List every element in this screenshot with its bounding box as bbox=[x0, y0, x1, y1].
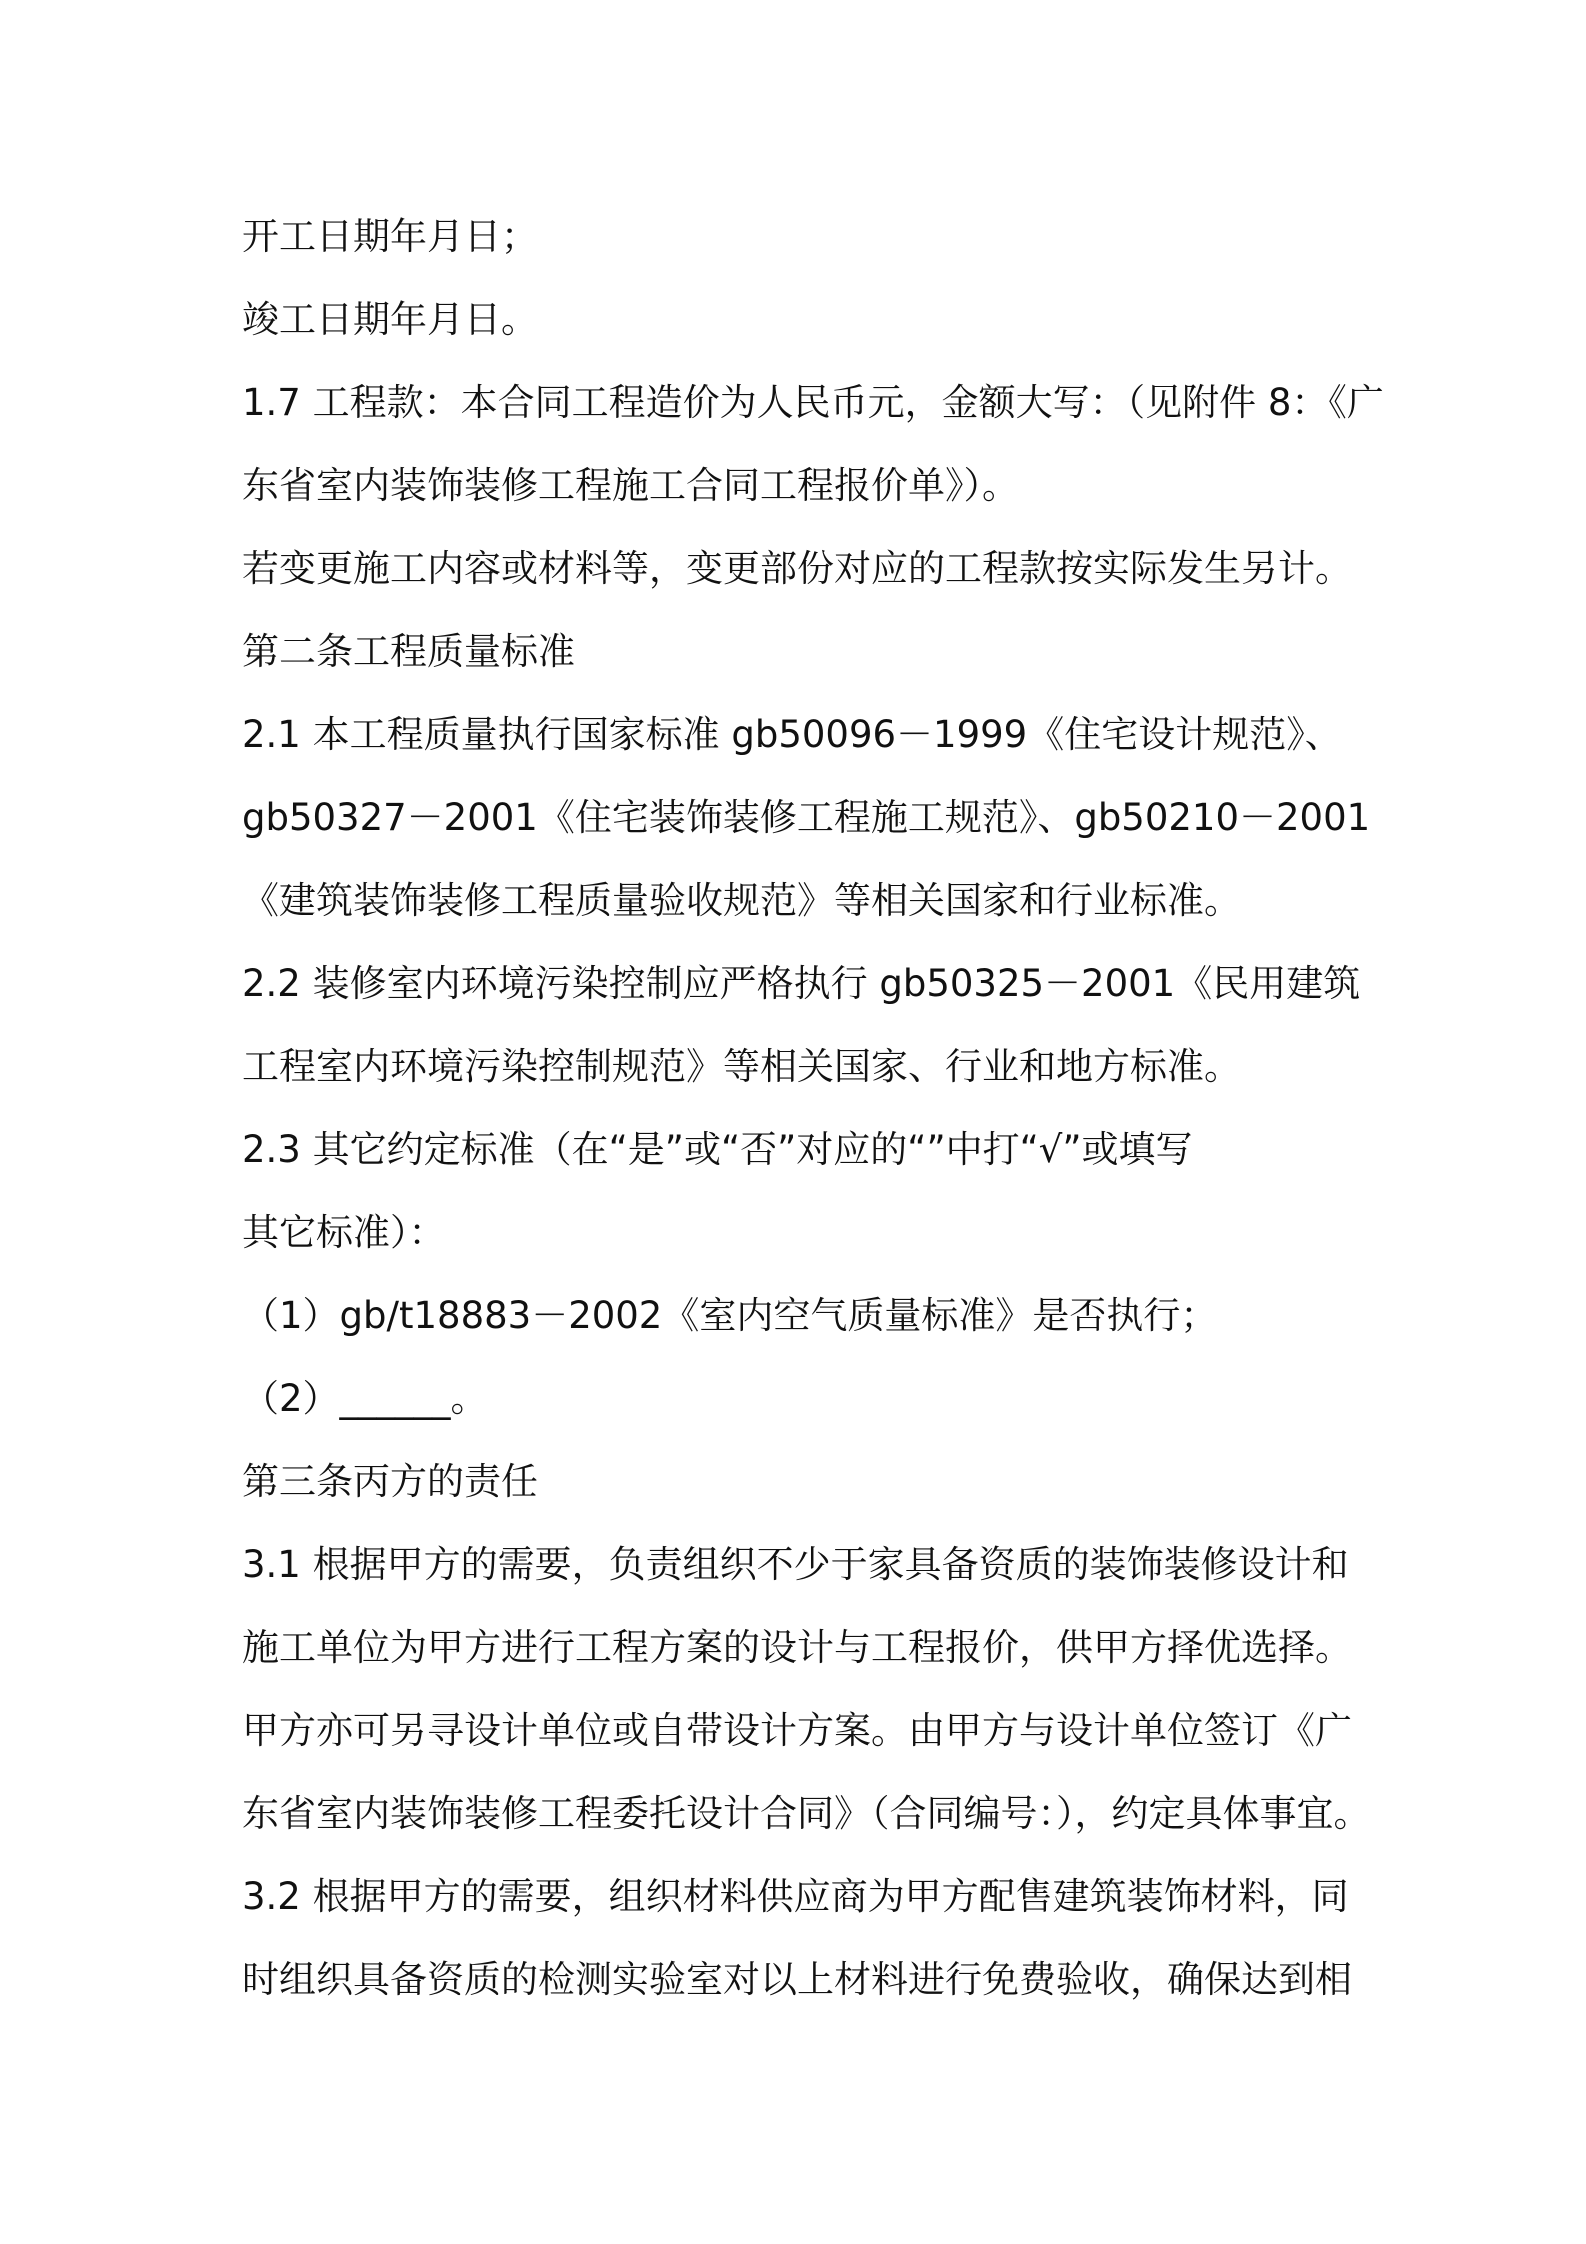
clause-2-1-line-2: gb50327－2001《住宅装饰装修工程施工规范》、gb50210－2001 bbox=[242, 796, 1371, 839]
document-body bbox=[242, 195, 1384, 2021]
clause-1-7-line-1: 1.7 工程款：本合同工程造价为人民币元，金额大写：（见附件 8：《广 bbox=[242, 381, 1384, 424]
clause-1-7-line-2: 东省室内装饰装修工程施工合同工程报价单》）。 bbox=[242, 464, 1019, 507]
clause-2-3-line-2: 其它标准）： bbox=[242, 1211, 446, 1254]
clause-3-1-line-4: 东省室内装饰装修工程委托设计合同》（合同编号：），约定具体事宜。 bbox=[242, 1792, 1371, 1835]
clause-2-1-line-1: 2.1 本工程质量执行国家标准 gb50096－1999《住宅设计规范》、 bbox=[242, 713, 1342, 756]
article-2-heading: 第二条工程质量标准 bbox=[242, 630, 575, 673]
article-3-heading: 第三条丙方的责任 bbox=[242, 1460, 538, 1503]
start-date-line: 开工日期年月日； bbox=[242, 215, 538, 258]
standard-item-2: （2）______。 bbox=[242, 1377, 488, 1420]
clause-2-3-line-1: 2.3 其它约定标准（在“是”或“否”对应的“”中打“√”或填写 bbox=[242, 1128, 1193, 1171]
clause-3-1-line-2: 施工单位为甲方进行工程方案的设计与工程报价，供甲方择优选择。 bbox=[242, 1626, 1352, 1669]
clause-3-1-line-1: 3.1 根据甲方的需要，负责组织不少于家具备资质的装饰装修设计和 bbox=[242, 1543, 1349, 1586]
clause-3-2-line-2: 时组织具备资质的检测实验室对以上材料进行免费验收，确保达到相 bbox=[242, 1958, 1352, 2001]
clause-3-2-line-1: 3.2 根据甲方的需要，组织材料供应商为甲方配售建筑装饰材料，同 bbox=[242, 1875, 1349, 1918]
clause-2-1-line-3: 《建筑装饰装修工程质量验收规范》等相关国家和行业标准。 bbox=[242, 879, 1241, 922]
clause-3-1-line-3: 甲方亦可另寻设计单位或自带设计方案。由甲方与设计单位签订《广 bbox=[242, 1709, 1352, 1752]
change-payment-line: 若变更施工内容或材料等，变更部份对应的工程款按实际发生另计。 bbox=[242, 547, 1352, 590]
standard-item-1: （1）gb/t18883－2002《室内空气质量标准》是否执行； bbox=[242, 1294, 1218, 1337]
completion-date-line: 竣工日期年月日。 bbox=[242, 298, 538, 341]
clause-2-2-line-2: 工程室内环境污染控制规范》等相关国家、行业和地方标准。 bbox=[242, 1045, 1241, 1088]
clause-2-2-line-1: 2.2 装修室内环境污染控制应严格执行 gb50325－2001《民用建筑 bbox=[242, 962, 1361, 1005]
